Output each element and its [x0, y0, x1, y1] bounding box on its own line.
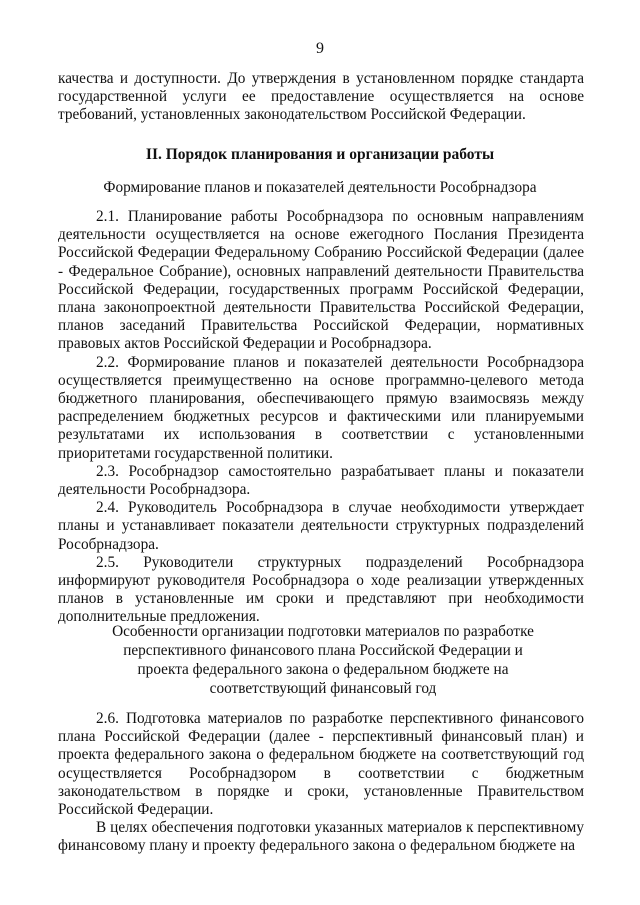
page-number: 9: [316, 40, 324, 57]
paragraph-2-3: 2.3. Рособрнадзор самостоятельно разрабатывает планы и показатели деятельности Рособрнадзора.: [58, 462, 584, 499]
subsection-title-budget: Особенности организации подготовки материалов по разработке перспективного финансового плана Российской Федерации и проекта федерального закона о федеральном бюджете на соответствующий финансовый год: [112, 623, 534, 697]
paragraph-2-6: 2.6. Подготовка материалов по разработке перспективного финансового плана Российской Федерации (далее - перспективный финансовый план) и проекта федерального закона о федеральном бюджете на соответствующий год осуществляется Рособрнадзором в соответствии с бюджетным законодательством в порядке и сроки, установленные Правительством Российской Федерации.: [58, 710, 584, 819]
paragraph-2-5: 2.5. Руководители структурных подразделений Рособрнадзора информируют руководителя Рособрнадзора о ходе реализации утвержденных планов в установленные им сроки и представляют при необходимости дополнительные предложения.: [58, 553, 584, 626]
intro-block: [58, 70, 584, 125]
intro-paragraph: качества и доступности. До утверждения в установленном порядке стандарта государственной услуги ее предоставление осуществляется на основе требований, установленных законодательством Российской Федерации.: [58, 70, 584, 124]
paragraph-2-1: 2.1. Планирование работы Рособрнадзора по основным направлениям деятельности осуществляется на основе ежегодного Послания Президента Российской Федерации Федеральному Собранию Российской Федерации (далее - Федеральное Собрание), основных направлений деятельности Правительства Российской Федерации, государственных программ Российской Федерации, плана законопроектной деятельности Правительства Российской Федерации, планов заседаний Правительства Российской Федерации, нормативных правовых актов Российской Федерации и Рособрнадзора.: [58, 208, 584, 353]
paragraph-2-2: 2.2. Формирование планов и показателей деятельности Рособрнадзора осуществляется преимущественно на основе программно-целевого метода бюджетного планирования, обеспечивающего прямую взаимосвязь между распределением бюджетных ресурсов и фактическими или планируемыми результатами их использования в соответствии с установленными приоритетами государственной политики.: [58, 353, 584, 462]
paragraphs-block-1: [58, 208, 584, 627]
paragraph-2-6-cont: В целях обеспечения подготовки указанных материалов к перспективному финансовому плану и проекту федерального закона о федеральном бюджете на: [58, 819, 584, 855]
subsection-title-plans: Формирование планов и показателей деятельности Рособрнадзора: [103, 179, 537, 196]
section-title: II. Порядок планирования и организации работы: [145, 146, 495, 163]
paragraphs-block-2: [58, 710, 584, 856]
paragraph-2-4: 2.4. Руководитель Рособрнадзора в случае необходимости утверждает планы и устанавливает показатели деятельности структурных подразделений Рособрнадзора.: [58, 499, 584, 553]
